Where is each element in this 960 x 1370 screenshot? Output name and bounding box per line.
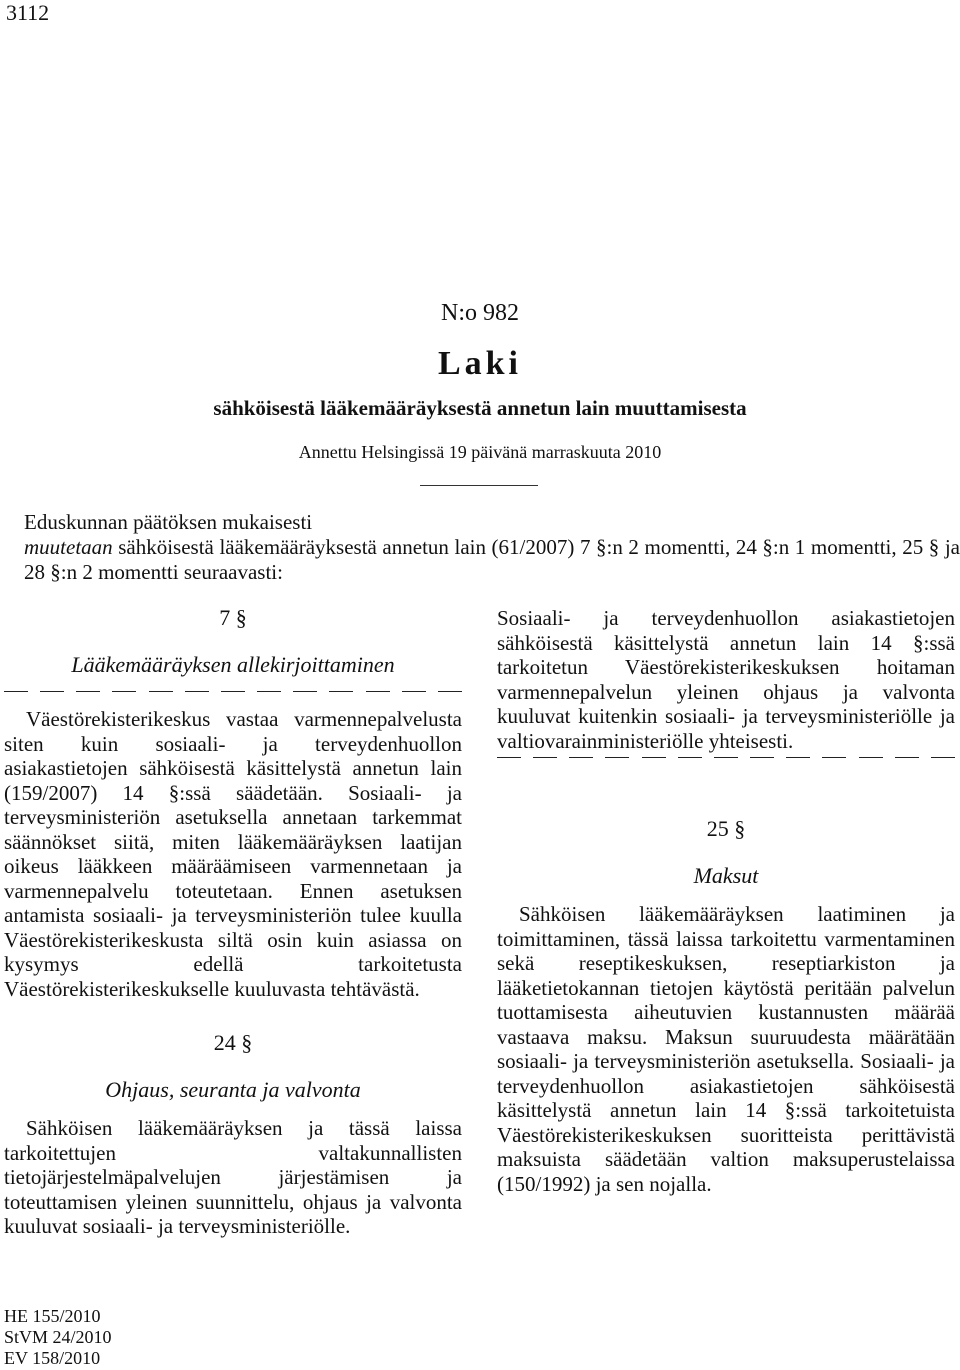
legislative-references bbox=[4, 1306, 112, 1369]
reference-stvm: StVM 24/2010 bbox=[4, 1327, 112, 1347]
intro-amendment-text: sähköisestä lääkemääräyksestä annetun lain (61/2007) 7 §:n 2 momentti, 24 §:n 1 momentti, 25 § ja 28 §:n 2 momentti seuraavasti: bbox=[24, 535, 960, 584]
intro-paragraph bbox=[24, 510, 960, 585]
page-number: 3112 bbox=[6, 0, 50, 25]
document-title: sähköisestä lääkemääräyksestä annetun lain muuttamisesta bbox=[213, 396, 747, 420]
section-25-heading: Maksut bbox=[693, 862, 759, 888]
issued-date-line: Annettu Helsingissä 19 päivänä marraskuuta 2010 bbox=[298, 442, 662, 462]
section-24-heading: Ohjaus, seuranta ja valvonta bbox=[105, 1076, 361, 1102]
section-24-text-part1: Sähköisen lääkemääräyksen ja tässä laissa tarkoitettujen valtakunnallisten tietojärjestelmäpalvelujen järjestämisen ja toteuttamisen yleinen suunnittelu, ohjaus ja valvonta kuuluvat sosiaali- ja terveysministeriölle. bbox=[4, 1116, 462, 1238]
section-24-text-part2: Sosiaali- ja terveydenhuollon asiakastietojen sähköisestä käsittelystä annetun lain 14 §:ssä tarkoitetun Väestörekisterikeskuksen hoitaman varmennepalvelun yleinen ohjaus ja valvonta kuuluvat kuitenkin sosiaali- ja terveysministeriölle ja valtiovarainministeriölle yhteisesti. bbox=[497, 606, 955, 753]
omission-dashes bbox=[497, 757, 955, 765]
omission-dashes bbox=[4, 691, 462, 699]
intro-line: Eduskunnan päätöksen mukaisesti bbox=[24, 510, 313, 534]
left-column bbox=[4, 606, 462, 1239]
intro-amendment bbox=[24, 535, 960, 585]
right-column bbox=[497, 606, 955, 1196]
serial-number: N:o 982 bbox=[441, 300, 519, 326]
section-7-heading: Lääkemääräyksen allekirjoittaminen bbox=[71, 651, 395, 677]
reference-ev: EV 158/2010 bbox=[4, 1348, 101, 1368]
intro-verb: muutetaan bbox=[24, 535, 113, 559]
section-24-number: 24 § bbox=[213, 1030, 253, 1055]
document-type: Laki bbox=[437, 345, 523, 382]
reference-he: HE 155/2010 bbox=[4, 1306, 101, 1326]
section-25-number: 25 § bbox=[706, 816, 746, 841]
section-7-text: Väestörekisterikeskus vastaa varmennepalvelusta siten kuin sosiaali- ja terveydenhuollon asiakastietojen sähköisestä käsittelystä annetun lain (159/2007) 14 §:ssä säädetään. Sosiaali- ja terveysministeriön asetuksella annetaan tarkemmat säännökset siitä, miten lääkemääräyksen laatijan oikeus lääkkeen määräämiseen varmennetaan ja varmennepalvelu toteutetaan. Ennen asetuksen antamista sosiaali- ja terveysministeriön tulee kuulla Väestörekisterikeskusta siltä osin kuin asiassa on kysymys edellä tarkoitetusta Väestörekisterikeskukselle kuuluvasta tehtävästä. bbox=[4, 707, 462, 1001]
title-divider bbox=[420, 485, 538, 486]
section-25-text: Sähköisen lääkemääräyksen laatiminen ja toimittaminen, tässä laissa tarkoitettu varmentaminen sekä reseptikeskuksen, reseptiarkiston ja lääketietokannan tietojen käytöstä peritään palvelun tuottamisesta aiheutuvien kustannusten määrää vastaava maksu. Maksun suuruudesta määrätään sosiaali- ja terveysministeriön asetuksella. Sosiaali- ja terveydenhuollon asiakastietojen sähköisestä käsittelystä annetun lain 14 §:ssä tarkoitetuista Väestörekisterikeskuksen suoritteista perittävistä maksuista säädetään valtion maksuperustelaissa (150/1992) ja sen nojalla. bbox=[497, 902, 955, 1196]
section-7-number: 7 § bbox=[219, 605, 247, 630]
